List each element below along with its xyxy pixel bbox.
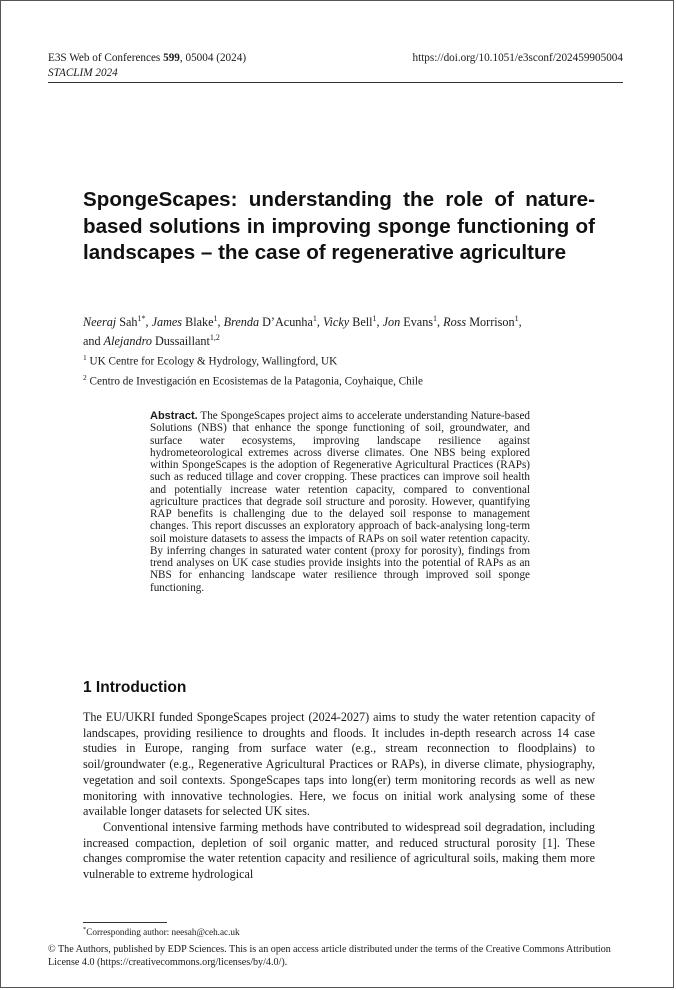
section-heading: 1 Introduction <box>83 679 187 696</box>
author-affiliation-mark: 1 <box>433 314 438 323</box>
conference-name: STACLIM 2024 <box>48 67 118 79</box>
body-paragraph: Conventional intensive farming methods have contributed to widespread soil degradation, including increased compaction, depletion of soil organic matter, and reduced structural porosity [1]. These changes compromise the water retention capacity and resilience of agricultural soils, making them more vulnerable to extreme hydrological <box>83 819 595 882</box>
author-separator: , <box>376 315 383 330</box>
author-family-name: Sah <box>116 315 138 330</box>
paper-title: SpongeScapes: understanding the role of nature-based solutions in improving sponge functioning of landscapes – the case of regenerative agriculture <box>83 188 595 264</box>
journal-volume: 599 <box>163 52 180 64</box>
abstract <box>150 410 530 594</box>
abstract-text: The SpongeScapes project aims to accelerate understanding Nature-based Solutions (NBS) that enhance the sponge functioning of soil, groundwater, and surface water ecosystems, improving landscape resilience against hydrometeorological extremes across diverse climates. One NBS being explored within SpongeScapes is the adoption of Regenerative Agricultural Practices (RAPs) such as reduced tillage and cover cropping. These practices can improve soil health and potentially increase water retention capacity, compared to conventional agriculture practices that degrade soil structure and porosity. However, quantifying RAP benefits is challenging due to the delayed soil response to management changes. This report discusses an exploratory approach of back-analysing long-term soil moisture datasets to assess the impacts of RAPs on soil water retention capacity. By inferring changes in saturated water content (proxy for porosity), findings from trend analyses on UK case studies provide insights into the potential of RAPs as an NBS for enhancing landscape water resilience through improved soil sponge functioning. <box>150 410 530 594</box>
author-affiliation-mark: 1 <box>312 314 317 323</box>
footnote-mark: * <box>83 926 87 933</box>
running-header <box>48 51 623 81</box>
affiliation-item <box>83 350 595 370</box>
author-affiliation-mark: 1 <box>213 314 218 323</box>
author-separator: , <box>518 315 522 330</box>
author-separator: , <box>145 315 152 330</box>
affiliation-text: UK Centre for Ecology & Hydrology, Wallingford, UK <box>86 355 338 368</box>
author-given-name: Vicky <box>322 315 350 330</box>
article-number: , 05004 (2024) <box>179 52 247 64</box>
author-given-name: Brenda <box>223 315 260 330</box>
author-list <box>83 311 595 349</box>
author-separator: , <box>217 315 224 330</box>
affiliation-text: Centro de Investigación en Ecosistemas de la Patagonia, Coyhaique, Chile <box>86 375 423 388</box>
author-given-name: Jon <box>382 315 401 330</box>
author-separator: , <box>316 315 323 330</box>
author-family-name: D’Acunha <box>259 315 313 330</box>
affiliation-number: 2 <box>83 372 87 382</box>
affiliation-item <box>83 370 595 390</box>
affiliation-number: 1 <box>83 353 87 362</box>
license-notice: © The Authors, published by EDP Sciences. This is an open access article distributed under the terms of the Creative Commons Attribution License 4.0 (https://creativecommons.org/licenses/by/4.0/). <box>48 944 611 968</box>
body-paragraph: The EU/UKRI funded SpongeScapes project (2024-2027) aims to study the water retention capacity of landscapes, providing resilience to droughts and floods. It includes in-depth research across 14 case studies in Europe, ranging from surface water (e.g., stream reconnection to floodplains) to soil/groundwater (e.g., Regenerative Agricultural Practices or RAPs), in diverse climate, physiography, vegetation and soil contexts. SpongeScapes taps into long(er) term monitoring records as well as new monitoring with innovative technologies. Here, we focus on initial work analysing some of these available longer datasets for selected UK sites. <box>83 710 595 819</box>
journal-name: E3S Web of Conferences <box>48 52 164 64</box>
corresponding-author: Corresponding author: neesah@ceh.ac.uk <box>86 927 240 938</box>
footnote-divider <box>83 922 167 923</box>
author-family-name: Blake <box>182 315 214 330</box>
author-conjunction: and <box>83 334 104 349</box>
author-family-name: Morrison <box>466 315 515 330</box>
journal-citation <box>48 51 246 66</box>
footnote <box>83 924 240 938</box>
author-given-name: Alejandro <box>103 334 152 349</box>
section-body <box>83 710 595 883</box>
author-affiliation-mark: 1* <box>137 314 146 323</box>
author-given-name: James <box>151 315 183 330</box>
doi-link[interactable]: https://doi.org/10.1051/e3sconf/202459905004 <box>412 52 623 64</box>
author-affiliation-mark: 1,2 <box>209 333 220 343</box>
author-family-name: Evans <box>400 315 434 330</box>
author-separator: , <box>437 315 444 330</box>
abstract-label: Abstract. <box>150 410 198 422</box>
author-given-name: Neeraj <box>83 315 117 330</box>
header-divider <box>48 82 623 83</box>
affiliation-list <box>83 350 595 389</box>
author-affiliation-mark: 1 <box>372 314 377 323</box>
author-family-name: Dussaillant <box>151 334 210 349</box>
author-given-name: Ross <box>443 315 467 330</box>
author-affiliation-mark: 1 <box>514 314 519 323</box>
author-family-name: Bell <box>349 315 373 330</box>
